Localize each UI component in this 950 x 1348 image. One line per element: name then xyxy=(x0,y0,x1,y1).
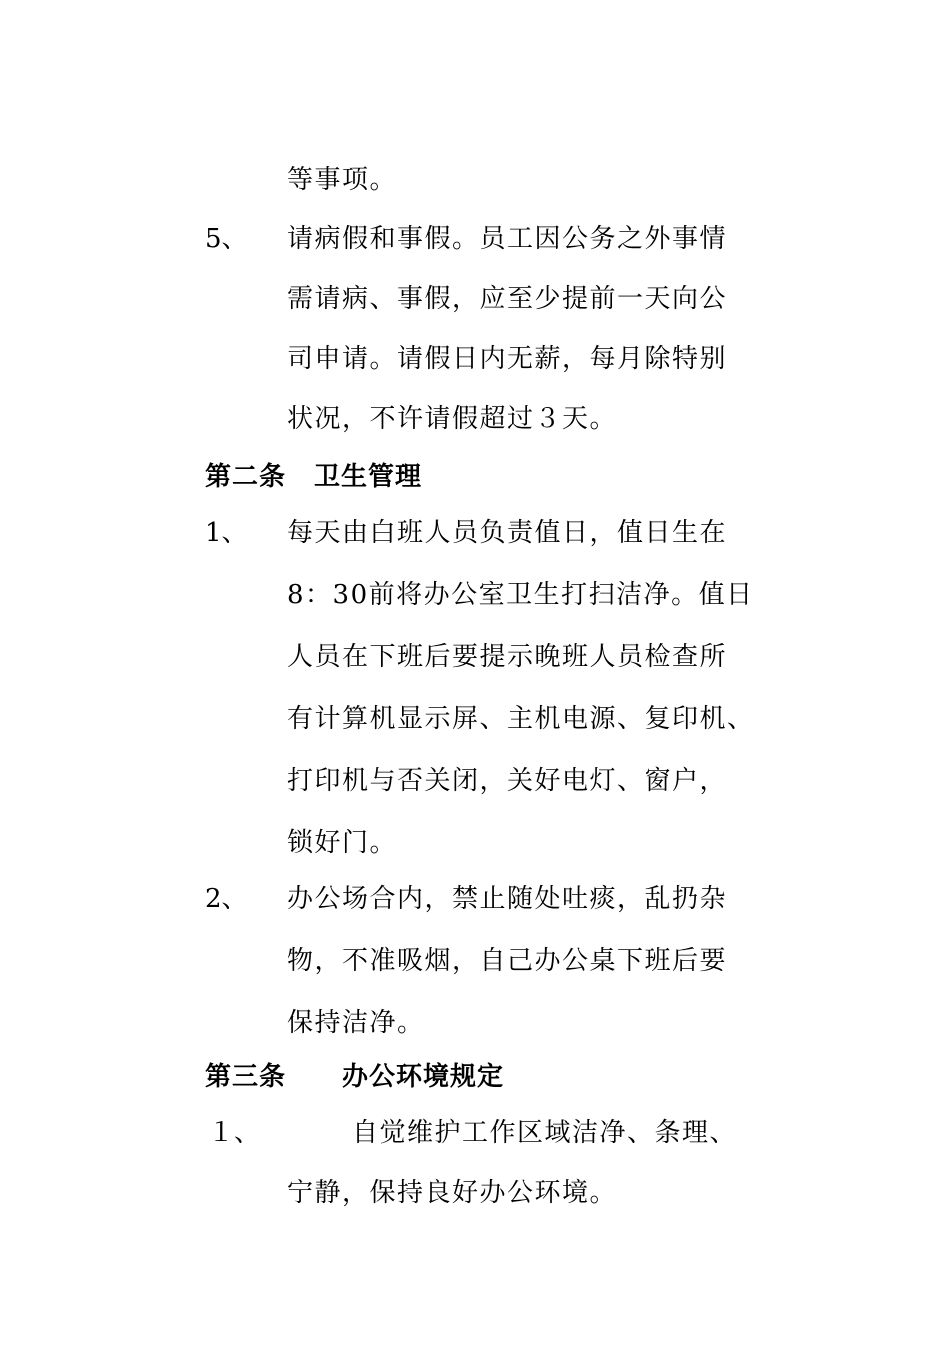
section2-heading xyxy=(205,462,422,492)
item5-number: 5、 xyxy=(205,224,248,254)
section3-item1-line-2: 宁静，保持良好办公环境。 xyxy=(287,1178,618,1208)
item5-line-3: 司申请。请假日内无薪，每月除特别 xyxy=(287,344,728,374)
item5-line-2: 需请病、事假，应至少提前一天向公 xyxy=(287,284,728,314)
section2-item2-number: 2、 xyxy=(205,884,248,914)
section2-item1-line-6: 锁好门。 xyxy=(287,828,398,858)
section2-label: 第二条 xyxy=(205,462,287,492)
section2-item2-line-1: 办公场合内，禁止随处吐痰，乱扔杂 xyxy=(287,884,728,914)
section3-heading xyxy=(205,1062,504,1092)
section2-item1-line-4: 有计算机显示屏、主机电源、复印机、 xyxy=(287,704,755,734)
section3-title: 办公环境规定 xyxy=(342,1062,505,1092)
section3-label: 第三条 xyxy=(205,1062,287,1092)
item5-line-4: 状况，不许请假超过３天。 xyxy=(287,404,618,434)
section3-item1-number: １、 xyxy=(208,1118,261,1148)
section2-item1-number: 1、 xyxy=(205,518,248,548)
section2-item1-line-1: 每天由白班人员负责值日，值日生在 xyxy=(287,518,728,548)
item4-tail-line: 等事项。 xyxy=(287,165,398,195)
item5-line-1: 请病假和事假。员工因公务之外事情 xyxy=(287,224,728,254)
section2-item1-line-5: 打印机与否关闭，关好电灯、窗户， xyxy=(287,766,728,796)
section2-item2-line-3: 保持洁净。 xyxy=(287,1008,425,1038)
section2-item1-line-2: 8：30前将办公室卫生打扫洁净。值日 xyxy=(287,580,754,610)
section2-item2-line-2: 物，不准吸烟，自己办公桌下班后要 xyxy=(287,946,728,976)
section3-item1-line-1: 自觉维护工作区域洁净、条理、 xyxy=(352,1118,738,1148)
section2-item1-line-3: 人员在下班后要提示晚班人员检查所 xyxy=(287,642,728,672)
section2-title: 卫生管理 xyxy=(314,462,423,492)
